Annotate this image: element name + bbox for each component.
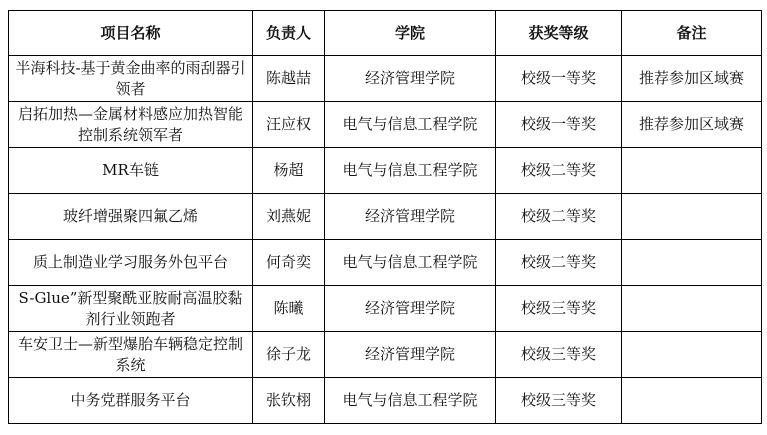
cell-note xyxy=(622,194,762,240)
cell-award: 校级二等奖 xyxy=(496,148,622,194)
cell-award: 校级一等奖 xyxy=(496,56,622,102)
cell-award: 校级三等奖 xyxy=(496,378,622,424)
cell-project: 半海科技-基于黄金曲率的雨刮器引领者 xyxy=(9,56,253,102)
cell-lead: 何奇奕 xyxy=(253,240,325,286)
cell-note xyxy=(622,148,762,194)
cell-college: 电气与信息工程学院 xyxy=(325,102,496,148)
cell-lead: 汪应权 xyxy=(253,102,325,148)
table-row xyxy=(9,102,762,148)
cell-award: 校级三等奖 xyxy=(496,332,622,378)
table-row xyxy=(9,286,762,332)
cell-college: 电气与信息工程学院 xyxy=(325,378,496,424)
cell-award: 校级二等奖 xyxy=(496,240,622,286)
cell-note xyxy=(622,332,762,378)
awards-table xyxy=(8,10,762,424)
header-college: 学院 xyxy=(325,11,496,56)
cell-note: 推荐参加区域赛 xyxy=(622,102,762,148)
cell-project: S-Glue”新型聚酰亚胺耐高温胶黏剂行业领跑者 xyxy=(9,286,253,332)
table-row xyxy=(9,240,762,286)
cell-lead: 徐子龙 xyxy=(253,332,325,378)
header-project: 项目名称 xyxy=(9,11,253,56)
table-row xyxy=(9,378,762,424)
table-header-row xyxy=(9,11,762,56)
table-row xyxy=(9,148,762,194)
cell-college: 电气与信息工程学院 xyxy=(325,240,496,286)
cell-lead: 陈越喆 xyxy=(253,56,325,102)
cell-project: 车安卫士—新型爆胎车辆稳定控制系统 xyxy=(9,332,253,378)
cell-note xyxy=(622,286,762,332)
cell-college: 经济管理学院 xyxy=(325,56,496,102)
cell-award: 校级一等奖 xyxy=(496,102,622,148)
cell-college: 电气与信息工程学院 xyxy=(325,148,496,194)
cell-project: MR车链 xyxy=(9,148,253,194)
cell-project: 中务党群服务平台 xyxy=(9,378,253,424)
cell-college: 经济管理学院 xyxy=(325,332,496,378)
cell-project: 启拓加热—金属材料感应加热智能控制系统领军者 xyxy=(9,102,253,148)
cell-note xyxy=(622,378,762,424)
cell-award: 校级二等奖 xyxy=(496,194,622,240)
cell-note: 推荐参加区域赛 xyxy=(622,56,762,102)
header-award: 获奖等级 xyxy=(496,11,622,56)
table-row xyxy=(9,56,762,102)
cell-project: 玻纤增强聚四氟乙烯 xyxy=(9,194,253,240)
cell-college: 经济管理学院 xyxy=(325,194,496,240)
cell-award: 校级三等奖 xyxy=(496,286,622,332)
cell-lead: 陈曦 xyxy=(253,286,325,332)
table-row xyxy=(9,332,762,378)
cell-lead: 杨超 xyxy=(253,148,325,194)
cell-project: 质上制造业学习服务外包平台 xyxy=(9,240,253,286)
header-note: 备注 xyxy=(622,11,762,56)
table-row xyxy=(9,194,762,240)
header-lead: 负责人 xyxy=(253,11,325,56)
cell-lead: 张钦栩 xyxy=(253,378,325,424)
cell-lead: 刘燕妮 xyxy=(253,194,325,240)
cell-note xyxy=(622,240,762,286)
cell-college: 经济管理学院 xyxy=(325,286,496,332)
